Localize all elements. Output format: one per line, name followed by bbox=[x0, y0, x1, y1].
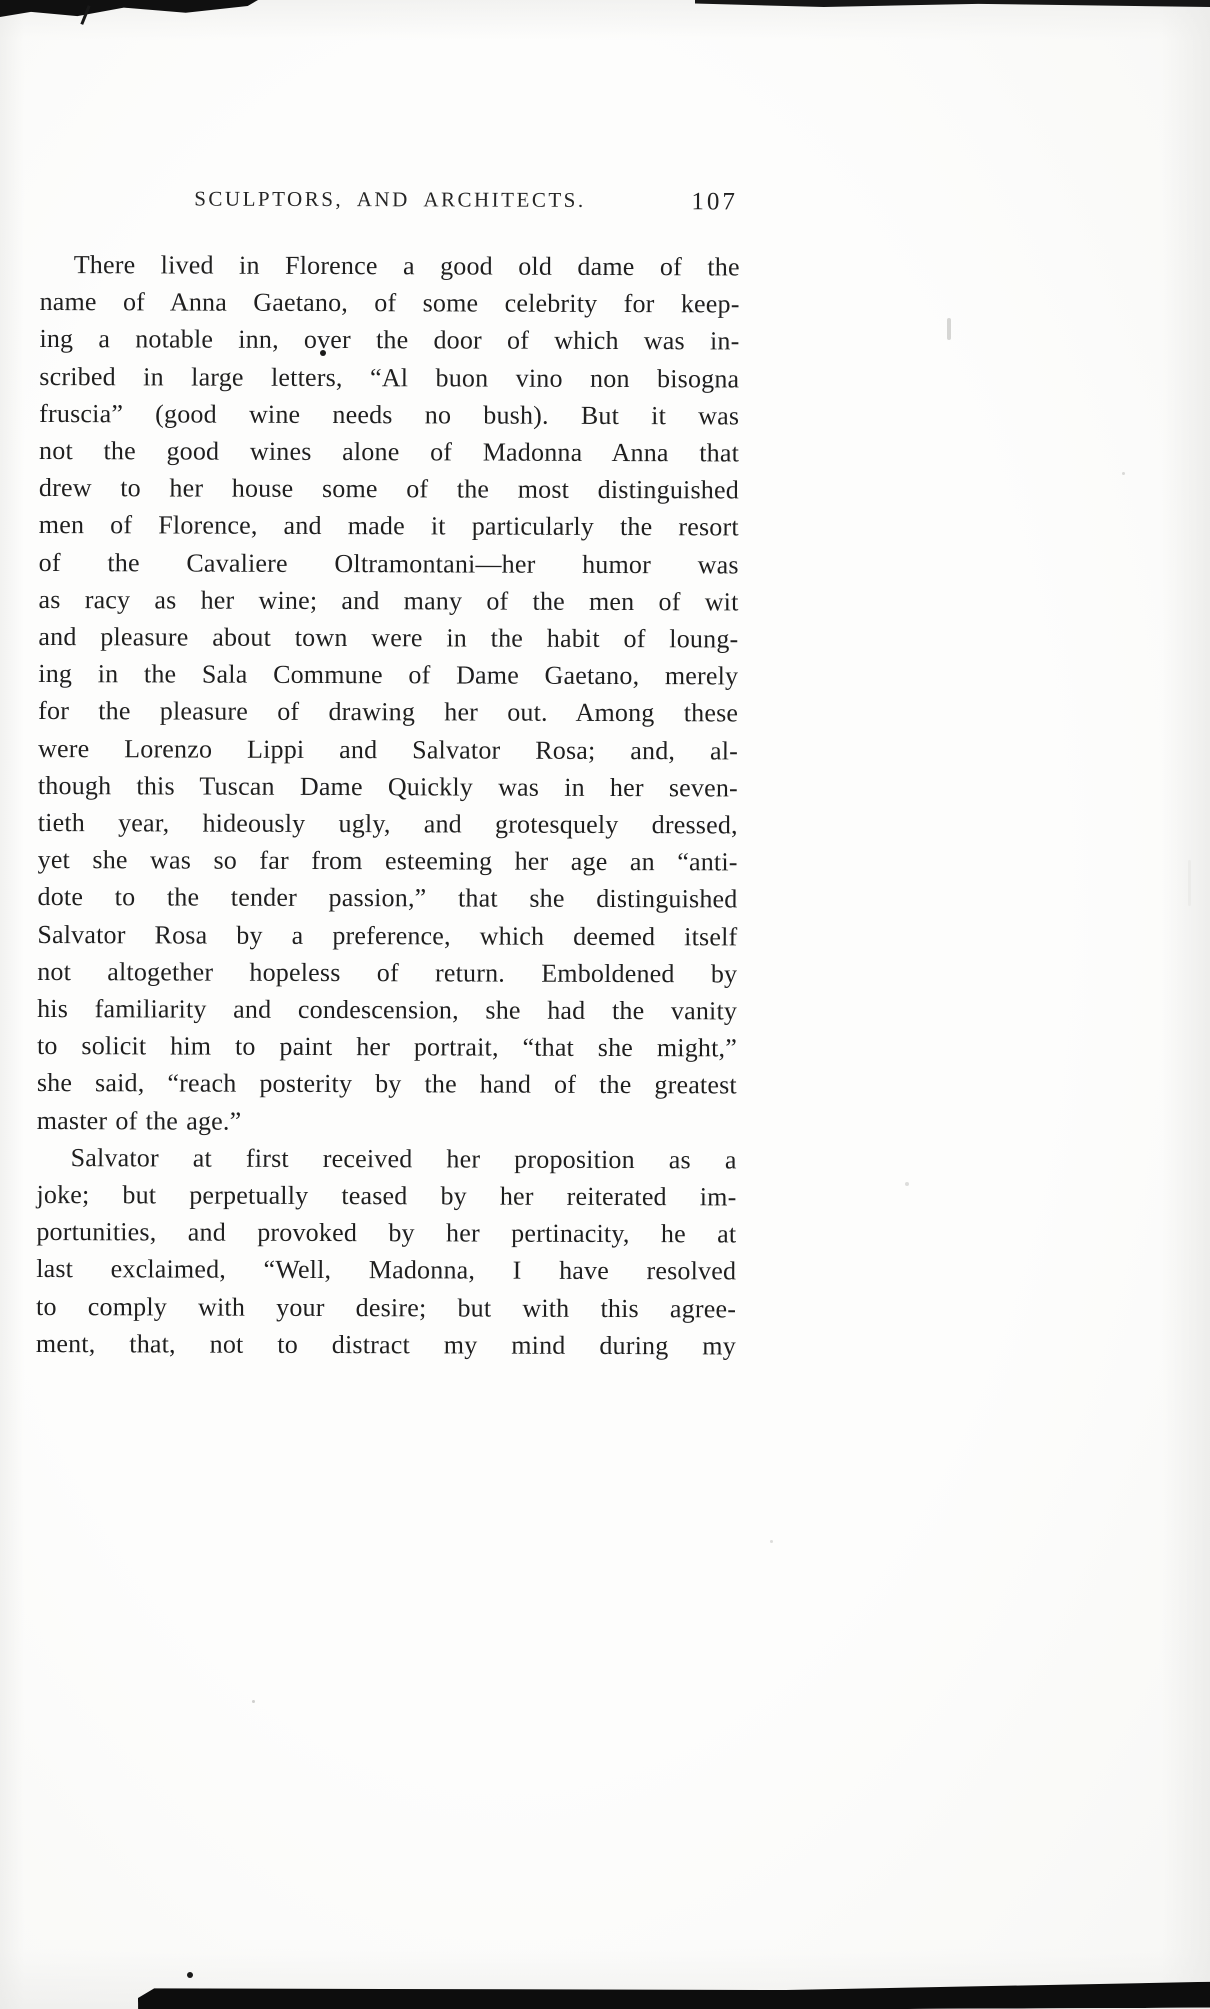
text-line: of the Cavaliere Oltramontani—her humor was bbox=[38, 547, 739, 580]
text-line: master of the age.” bbox=[36, 1105, 242, 1136]
text-line: for the pleasure of drawing her out. Among these bbox=[38, 696, 739, 728]
text-line: tieth year, hideously ugly, and grotesquely dressed, bbox=[37, 808, 738, 840]
text-line: were Lorenzo Lippi and Salvator Rosa; and, al- bbox=[37, 733, 739, 766]
text-line: to solicit him to paint her portrait, “that she might,” bbox=[36, 1031, 738, 1063]
text-line: fruscia” (good wine needs no bush). But it was bbox=[39, 398, 740, 431]
scan-speck bbox=[947, 318, 951, 340]
text-line: scribed in large letters, “Al buon vino non bisogna bbox=[39, 361, 740, 394]
scan-artifact-top-right-line bbox=[695, 0, 1210, 7]
text-line: name of Anna Gaetano, of some celebrity for keep- bbox=[39, 287, 740, 319]
page-number: 107 bbox=[691, 188, 738, 216]
text-line: Salvator at first received her proposition as a bbox=[70, 1142, 737, 1175]
scan-speck bbox=[187, 1972, 193, 1978]
text-line: she said, “reach posterity by the hand of the greatest bbox=[36, 1068, 737, 1100]
scan-speck bbox=[770, 1540, 773, 1543]
scan-speck bbox=[905, 1182, 909, 1186]
scan-artifact-top-left-bar bbox=[0, 0, 258, 17]
page-header bbox=[40, 186, 740, 218]
text-line: men of Florence, and made it particularly the resort bbox=[38, 510, 739, 542]
paragraph-2 bbox=[36, 1139, 737, 1365]
text-line: Salvator Rosa by a preference, which deemed itself bbox=[37, 919, 738, 952]
text-line: and pleasure about town were in the habit of loung- bbox=[38, 622, 739, 654]
text-line: portunities, and provoked by her pertinacity, he at bbox=[36, 1217, 737, 1249]
scan-speck bbox=[1122, 472, 1125, 475]
text-line: to comply with your desire; but with this agree- bbox=[36, 1291, 737, 1324]
text-line: ment, that, not to distract my mind during my bbox=[35, 1328, 737, 1361]
text-line: There lived in Florence a good old dame of the bbox=[73, 250, 740, 282]
text-line: not the good wines alone of Madonna Anna that bbox=[39, 436, 740, 468]
paragraph-1 bbox=[37, 246, 740, 1141]
scan-artifact-bottom-bar bbox=[138, 1982, 1210, 2009]
text-line: drew to her house some of the most distinguished bbox=[38, 473, 739, 505]
scan-speck bbox=[1188, 860, 1191, 906]
running-header: SCULPTORS, AND ARCHITECTS. bbox=[194, 186, 586, 212]
page-content bbox=[36, 186, 740, 1365]
text-line: yet she was so far from esteeming her age an “anti- bbox=[37, 845, 738, 877]
text-line: dote to the tender passion,” that she distinguished bbox=[37, 882, 738, 914]
text-line: ing a notable inn, over the door of which was in- bbox=[39, 324, 740, 356]
text-line: his familiarity and condescension, she had the vanity bbox=[37, 994, 738, 1026]
scan-speck bbox=[252, 1700, 255, 1703]
text-line: not altogether hopeless of return. Emboldened by bbox=[37, 956, 738, 989]
text-line: though this Tuscan Dame Quickly was in her seven- bbox=[37, 770, 738, 803]
text-line: joke; but perpetually teased by her reiterated im- bbox=[36, 1180, 737, 1212]
text-line: as racy as her wine; and many of the men of wit bbox=[38, 584, 739, 617]
text-line: ing in the Sala Commune of Dame Gaetano, merely bbox=[38, 659, 739, 691]
text-line: last exclaimed, “Well, Madonna, I have resolved bbox=[36, 1254, 737, 1286]
